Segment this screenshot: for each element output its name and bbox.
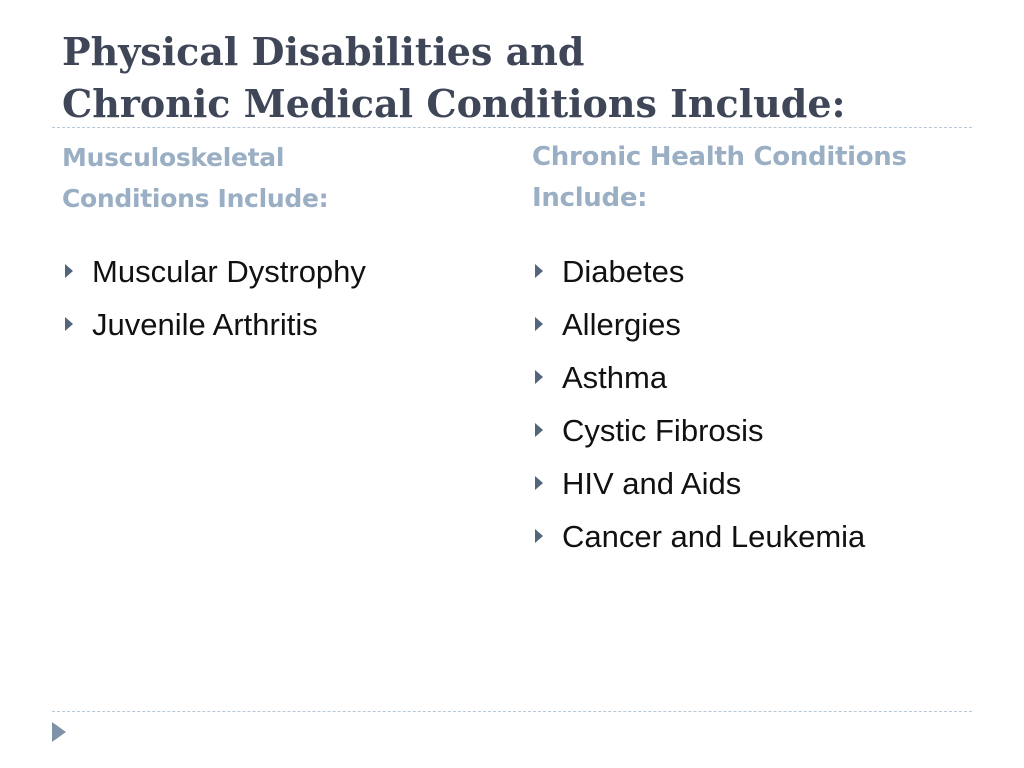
list-item-text: Juvenile Arthritis [92, 307, 318, 342]
left-bullet-list [62, 245, 366, 351]
triangle-bullet-icon [535, 423, 543, 437]
list-item [62, 298, 366, 351]
triangle-bullet-icon [535, 317, 543, 331]
slide-title [62, 26, 1002, 130]
left-heading-line-1: Musculoskeletal [62, 143, 285, 172]
list-item-text: Muscular Dystrophy [92, 254, 366, 289]
list-item [532, 351, 865, 404]
list-item-text: Asthma [562, 360, 668, 395]
list-item-text: Allergies [562, 307, 681, 342]
triangle-bullet-icon [535, 370, 543, 384]
triangle-bullet-icon [535, 529, 543, 543]
right-heading-line-1: Chronic Health Conditions [532, 142, 907, 172]
list-item [532, 457, 865, 510]
triangle-bullet-icon [65, 317, 73, 331]
right-column-heading [532, 137, 992, 219]
slide-title-line-1: Physical Disabilities and [62, 29, 585, 74]
list-item [532, 404, 865, 457]
triangle-bullet-icon [65, 264, 73, 278]
list-item-text: Diabetes [562, 254, 685, 289]
right-heading-line-2: Include: [532, 183, 648, 213]
right-column [532, 137, 992, 554]
title-divider [52, 127, 972, 128]
list-item [532, 245, 865, 298]
list-item [532, 298, 865, 351]
triangle-bullet-icon [535, 264, 543, 278]
list-item-text: Cancer and Leukemia [562, 519, 866, 554]
left-column-heading [62, 137, 502, 219]
list-item [532, 510, 865, 563]
left-heading-line-2: Conditions Include: [62, 184, 329, 213]
list-item [62, 245, 366, 298]
slide-title-line-2: Chronic Medical Conditions Include: [62, 81, 846, 126]
triangle-bullet-icon [535, 476, 543, 490]
footer-divider [52, 711, 972, 712]
right-bullet-list [532, 245, 865, 563]
list-item-text: Cystic Fibrosis [562, 413, 764, 448]
list-item-text: HIV and Aids [562, 466, 742, 501]
play-triangle-icon[interactable] [52, 722, 66, 742]
left-column [62, 137, 502, 342]
